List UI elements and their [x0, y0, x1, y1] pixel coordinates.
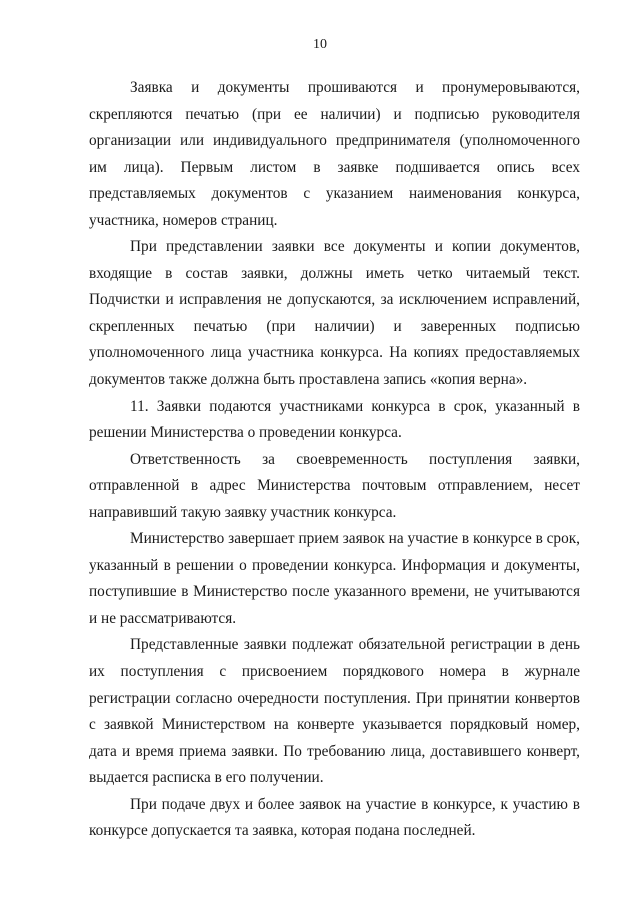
paragraph-document-legibility: При представлении заявки все документы и копии документов, входящие в состав заявки, должны иметь четко читаемый текст. Подчистки и исправления не допускаются, за исключением исправлений, скрепленных печатью (при наличии) и заверенных подписью уполномоченного лица участника конкурса. На копиях предоставляемых документов также должна быть проставлена запись «копия верна». — [89, 238, 580, 389]
page-number: 10 — [313, 37, 327, 52]
paragraph-postal-delivery-responsibility: Ответственность за своевременность поступления заявки, отправленной в адрес Министерства почтовым отправлением, несет направивший такую заявку участник конкурса. — [89, 450, 580, 521]
paragraph-registration-of-applications: Представленные заявки подлежат обязательной регистрации в день их поступления с присвоением порядкового номера в журнале регистрации согласно очередности поступления. При принятии конвертов с заявкой Министерством на конверте указывается порядковый номер, дата и время приема заявки. По требованию лица, доставившего конверт, выдается расписка в его получении. — [89, 636, 580, 787]
document-body — [89, 75, 580, 845]
paragraph-multiple-applications-rule: При подаче двух и более заявок на участие в конкурсе, к участию в конкурсе допускается та заявка, которая подана последней. — [89, 795, 580, 840]
paragraph-application-binding: Заявка и документы прошиваются и пронумеровываются, скрепляются печатью (при ее наличии) и подписью руководителя организации или индивидуального предпринимателя (уполномоченного им лица). Первым листом в заявке подшивается опись всех представляемых документов с указанием наименования конкурса, участника, номеров страниц. — [89, 79, 580, 229]
paragraph-clause-11-submission-deadline: 11. Заявки подаются участниками конкурса в срок, указанный в решении Министерства о проведении конкурса. — [89, 397, 580, 442]
paragraph-acceptance-closing: Министерство завершает прием заявок на участие в конкурсе в срок, указанный в решении о проведении конкурса. Информация и документы, поступившие в Министерство после указанного времени, не учитываются и не рассматриваются. — [89, 530, 580, 627]
